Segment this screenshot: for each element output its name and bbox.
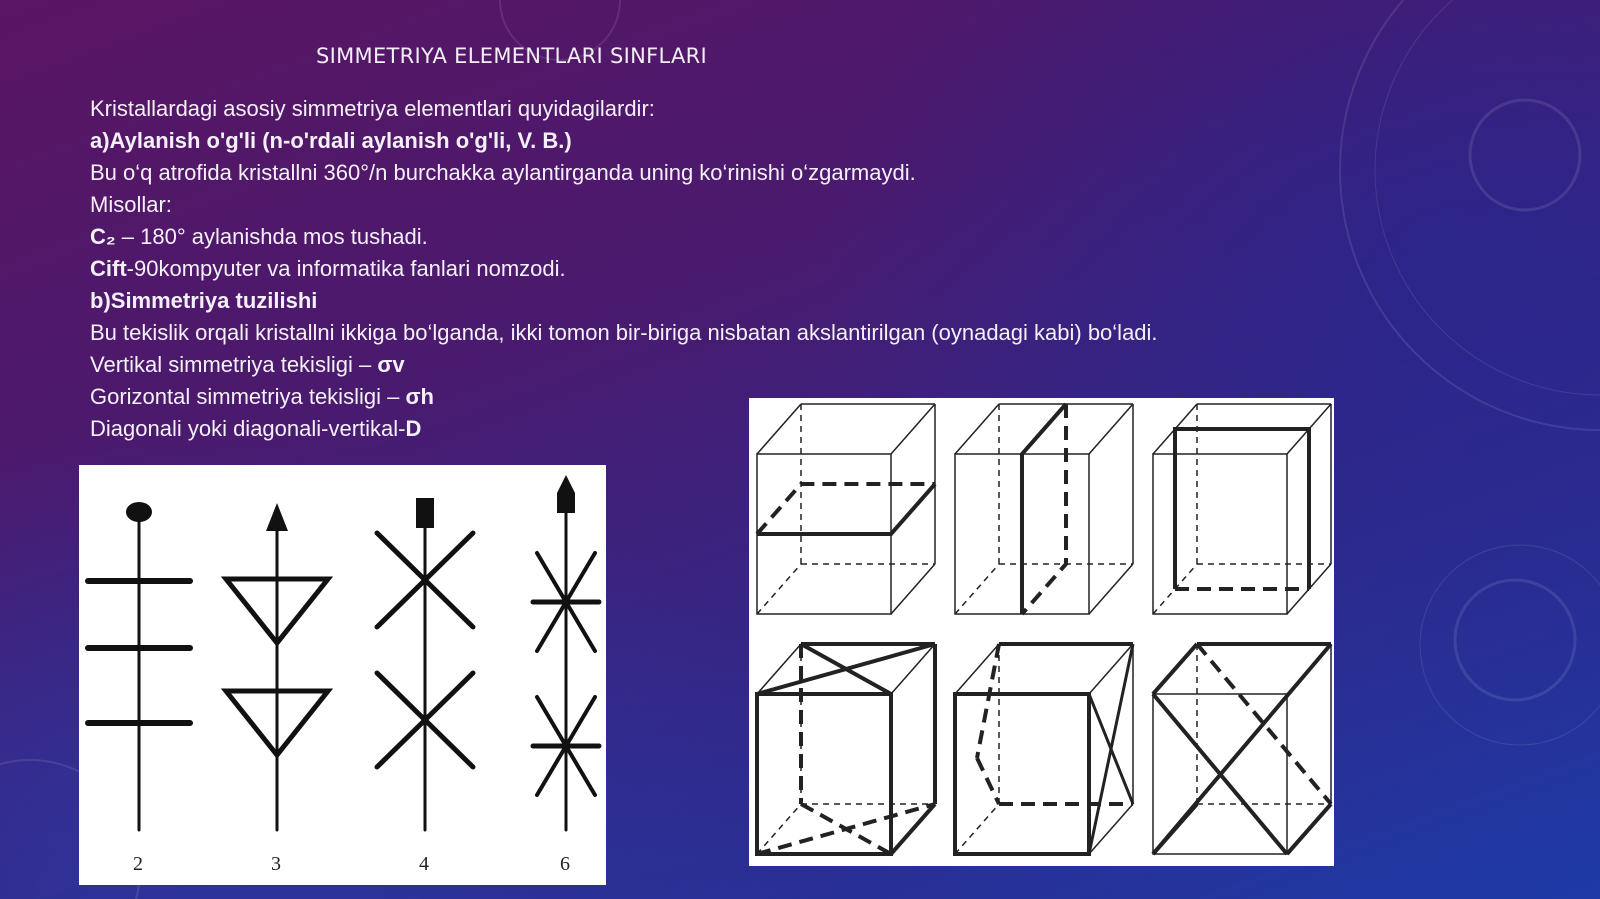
sixfold-axis xyxy=(533,475,599,830)
cube-diagonal-plane-3 xyxy=(1153,644,1331,854)
axis-label-6: 6 xyxy=(560,853,570,875)
rotation-axes-diagram xyxy=(79,465,606,885)
body-line: Vertikal simmetriya tekisligi – σv xyxy=(90,352,405,377)
cube-vertical-plane xyxy=(955,404,1133,614)
axis-label-2: 2 xyxy=(133,853,143,875)
body-line: a)Aylanish o'g'li (n-o'rdali aylanish o'g'li, V. B.) xyxy=(90,128,572,153)
cube-diagonal-plane-1 xyxy=(757,644,935,854)
body-line: Cift-90kompyuter va informatika fanlari nomzodi. xyxy=(90,256,566,281)
fourfold-axis xyxy=(377,498,473,830)
slide-body xyxy=(90,93,1390,445)
axis-label-4: 4 xyxy=(419,853,429,875)
slide-title: SIMMETRIYA ELEMENTLARI SINFLARI xyxy=(316,44,707,68)
cube-horizontal-plane xyxy=(757,404,935,614)
body-line: Bu tekislik orqali kristallni ikkiga bo‘lganda, ikki tomon bir-biriga nisbatan akslantirilgan (oynadagi kabi) bo‘ladi. xyxy=(90,320,1158,345)
twofold-axis xyxy=(88,502,190,830)
body-line: Diagonali yoki diagonali-vertikal-D xyxy=(90,416,422,441)
axis-label-3: 3 xyxy=(271,853,281,875)
body-line: Misollar: xyxy=(90,192,172,217)
threefold-axis xyxy=(226,503,328,830)
rotation-axes-figure xyxy=(79,465,606,885)
symmetry-planes-figure xyxy=(749,398,1334,866)
cube-frontal-plane xyxy=(1153,404,1331,614)
body-line: C₂ – 180° aylanishda mos tushadi. xyxy=(90,224,428,249)
body-line: Gorizontal simmetriya tekisligi – σh xyxy=(90,384,434,409)
body-line: b)Simmetriya tuzilishi xyxy=(90,288,318,313)
body-line: Bu o‘q atrofida kristallni 360°/n burchakka aylantirganda uning ko‘rinishi o‘zgarmaydi. xyxy=(90,160,916,185)
body-line: Kristallardagi asosiy simmetriya elementlari quyidagilardir: xyxy=(90,96,655,121)
symmetry-planes-diagram xyxy=(749,398,1334,866)
cube-diagonal-plane-2 xyxy=(955,644,1133,854)
